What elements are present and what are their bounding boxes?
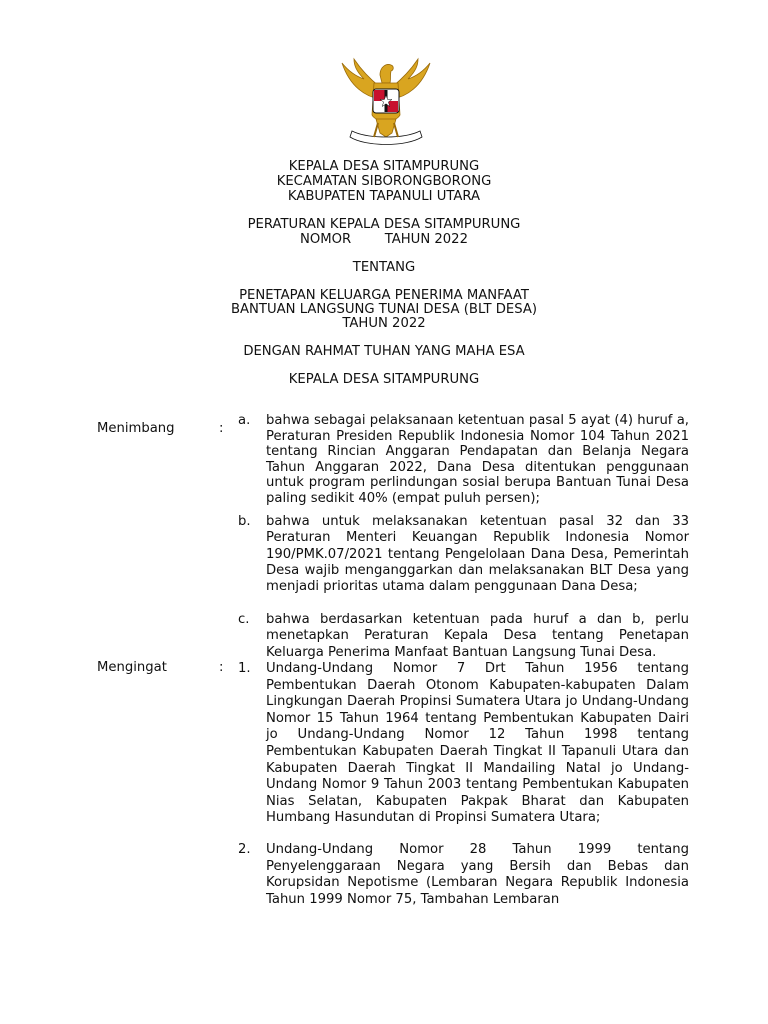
recalling-item-1: Undang-Undang Nomor 7 Drt Tahun 1956 tentang Pembentukan Daerah Otonom Kabupaten-kabupaten Dalam Lingkungan Daerah Propinsi Sumatera Utara jo Undang-Undang Nomor 15 Tahun 1964 tentang Pembentukan Kabupaten Dairi jo Undang-Undang Nomor 12 Tahun 1998 tentang Pembentukan Kabupaten Daerah Tingkat II Tapanuli Utara dan Kabupaten Daerah Tingkat II Mandailing Natal jo Undang-Undang Nomor 9 Tahun 2003 tentang Pembentukan Kabupaten Nias Selatan, Kabupaten Pakpak Bharat dan Kabupaten Humbang Hasundutan di Propinsi Sumatera Utara; [266, 661, 689, 826]
recalling-marker-2: 2. [238, 842, 251, 857]
considering-item-b: bahwa untuk melaksanakan ketentuan pasal 32 dan 33 Peraturan Menteri Keuangan Republik Indonesia Nomor 190/PMK.07/2021 tentang Pengelolaan Dana Desa, Pemerintah Desa wajib menganggarkan dan melaksanakan BLT Desa yang menjadi prioritas utama dalam penggunaan Dana Desa; [266, 514, 689, 595]
subject-line-3: TAHUN 2022 [342, 316, 426, 331]
recalling-marker-1: 1. [238, 661, 251, 676]
header-line-1: KEPALA DESA SITAMPURUNG [288, 159, 480, 174]
invocation: DENGAN RAHMAT TUHAN YANG MAHA ESA [243, 344, 525, 359]
subject-line-2: BANTUAN LANGSUNG TUNAI DESA (BLT DESA) [230, 302, 537, 317]
pancasila-shield [373, 89, 399, 113]
recalling-label: Mengingat [97, 660, 167, 675]
recalling-item-2: Undang-Undang Nomor 28 Tahun 1999 tentang Penyelenggaraan Negara yang Bersih dan Bebas dan Korupsidan Nepotisme (Lembaran Negara Republik Indonesia Tahun 1999 Nomor 75, Tambahan Lembaran [266, 842, 689, 907]
regulation-title: PERATURAN KEPALA DESA SITAMPURUNG [247, 217, 521, 232]
regulation-about: TENTANG [352, 260, 416, 275]
considering-marker-a: a. [238, 413, 251, 428]
garuda-tail [376, 119, 396, 137]
considering-colon: : [219, 421, 224, 436]
considering-marker-c: c. [238, 612, 250, 627]
regulation-number: NOMOR TAHUN 2022 [300, 232, 468, 247]
considering-item-c: bahwa berdasarkan ketentuan pada huruf a dan b, perlu menetapkan Peraturan Kepala Desa tentang Penetapan Keluarga Penerima Manfaat Bantuan Langsung Tunai Desa. [266, 612, 689, 660]
garuda-head [380, 64, 393, 83]
garuda-pancasila-emblem [336, 57, 436, 152]
considering-label: Menimbang [97, 421, 175, 436]
authority: KEPALA DESA SITAMPURUNG [288, 372, 480, 387]
considering-marker-b: b. [238, 514, 251, 529]
considering-item-a: bahwa sebagai pelaksanaan ketentuan pasal 5 ayat (4) huruf a, Peraturan Presiden Republik Indonesia Nomor 104 Tahun 2021 tentang Rincian Anggaran Pendapatan dan Belanja Negara Tahun Anggaran 2022, Dana Desa ditentukan penggunaan untuk program perlindungan sosial berupa Bantuan Tunai Desa paling sedikit 40% (empat puluh persen); [266, 413, 689, 506]
header-line-3: KABUPATEN TAPANULI UTARA [287, 189, 481, 204]
header-line-2: KECAMATAN SIBORONGBORONG [276, 174, 492, 189]
recalling-colon: : [219, 660, 224, 675]
subject-line-1: PENETAPAN KELUARGA PENERIMA MANFAAT [239, 288, 529, 303]
